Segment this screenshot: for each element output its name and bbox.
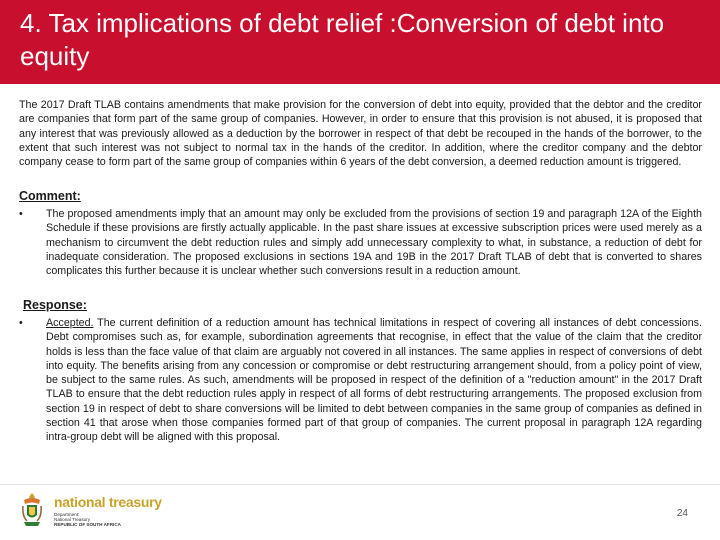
intro-paragraph: The 2017 Draft TLAB contains amendments that make provision for the conversion of debt into equity, provided that the debtor and the creditor are companies that form part of the same group of companies. However, in order to ensure that this provision is not abused, it is proposed that any interest that was previously allowed as a deduction by the borrower in respect of that debt be recouped in the hands of the borrower, to the extent that such interest was not subject to normal tax in the hands of the creditor. In addition, where the creditor company and the debtor company cease to form part of the same group of companies within 6 years of the debt conversion, a deemed reduction amount is triggered. — [19, 99, 702, 169]
coat-of-arms-icon — [20, 492, 44, 528]
accepted-label: Accepted. — [46, 317, 94, 329]
response-text: The current definition of a reduction amount has technical limitations in respect of covering all instances of debt concessions. Debt compromises such as, for example, subordination agreements that recognise, in effect that the value of the claim that the creditor holds is less than the face value of that claim are arguably not covered in all instances. The same applies in respect of conversions of debt into equity. The benefits arising from any concession or compromise or debt restructuring arrangement should, from a policy point of view, be subject to the same rules. As such, amendments will be proposed in respect of the definition of a "reduction amount" in the 2017 Draft TLAB to ensure that the debt reduction rules apply in respect of all forms of debt restructuring arrangements. The proposed exclusion from section 19 in respect of debt to share conversions will be limited to debt between companies in the same group of companies as defined in section 41 that arose when those companies formed part of that group of companies. The current proposal in paragraph 12A regarding intra-group debt will be aligned with this proposal. — [46, 317, 702, 444]
comment-heading: Comment: — [19, 189, 81, 203]
footer-divider — [0, 484, 720, 485]
response-heading: Response: — [23, 298, 87, 312]
bullet-icon: • — [19, 208, 23, 220]
comment-text: The proposed amendments imply that an amount may only be excluded from the provisions of section 19 and paragraph 12A of the Eighth Schedule if these provisions are firstly actually applicable. In the past share issues at excessive subscription prices were used merely as a mechanism to circumvent the debt reduction rules and simply add unnecessary complexity to what, in substance, a reduction of debt for inadequate consideration. The proposed exclusions in sections 19A and 19B in the 2017 Draft TLAB of debt that is converted to shares complicates this further because it is unclear whether such conversions result in a reduction amount. — [46, 208, 702, 278]
logo-line: REPUBLIC OF SOUTH AFRICA — [54, 522, 121, 527]
title-bar — [0, 0, 720, 84]
slide-title: 4. Tax implications of debt relief :Conversion of debt into equity — [20, 8, 665, 71]
logo-wordmark: national treasury — [54, 494, 162, 510]
bullet-icon: • — [19, 317, 23, 329]
response-paragraph — [46, 316, 702, 445]
comment-bullet-item — [19, 207, 702, 278]
response-bullet-item — [19, 316, 702, 445]
logo-line: Department: — [54, 512, 80, 517]
logo-line: National Treasury — [54, 517, 91, 522]
page-number: 24 — [676, 508, 688, 519]
